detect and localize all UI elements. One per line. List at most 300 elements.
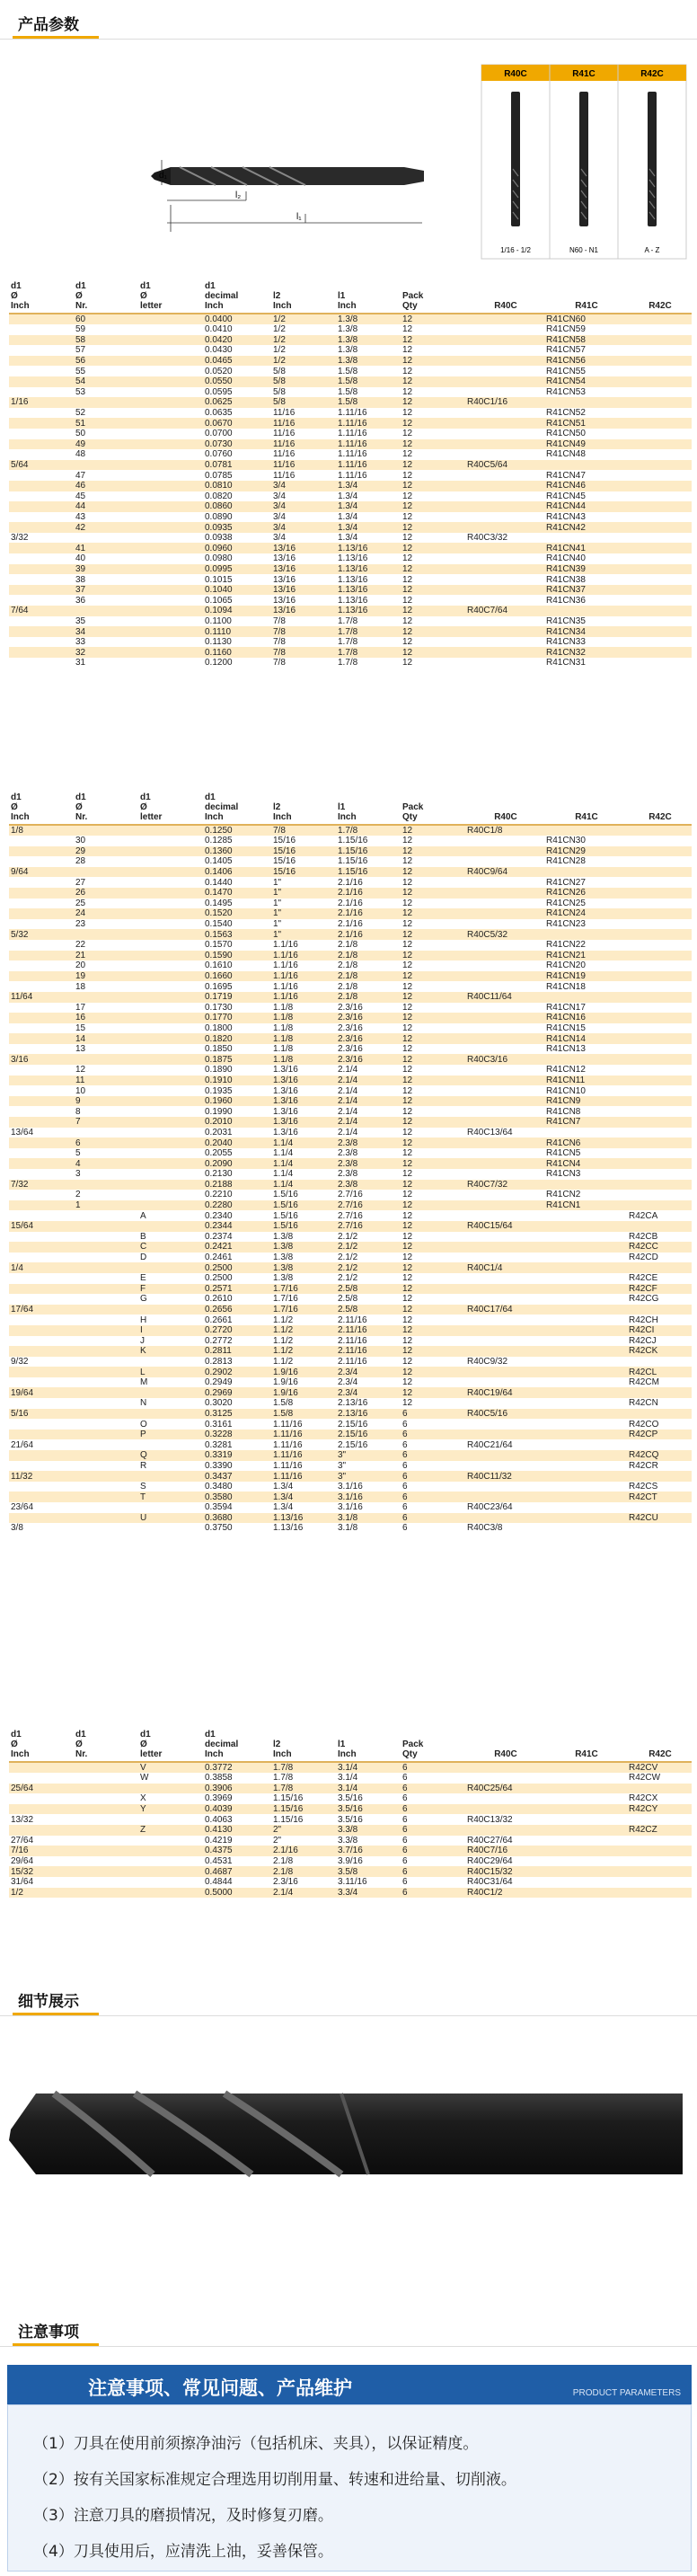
cell-d1-decimal: 0.2813 — [203, 1357, 271, 1368]
cell-d1-nr: 13 — [74, 1044, 138, 1055]
cell-d1-inch: 9/32 — [9, 1357, 74, 1368]
cell-r42c — [627, 836, 692, 846]
spec-table-2 — [9, 783, 692, 1534]
cell-r42c — [627, 1814, 692, 1825]
cell-d1-decimal: 0.5000 — [203, 1888, 271, 1899]
table-row — [9, 1096, 692, 1107]
cell-l1: 2.13/16 — [336, 1409, 401, 1420]
cell-d1-inch: 15/64 — [9, 1221, 74, 1232]
cell-d1-letter — [138, 1169, 203, 1180]
cell-d1-letter — [138, 408, 203, 419]
cell-r42c — [627, 408, 692, 419]
cell-d1-nr: 30 — [74, 836, 138, 846]
cell-l1: 2.3/8 — [336, 1169, 401, 1180]
cell-d1-nr: 46 — [74, 481, 138, 491]
cell-l2: 1.1/16 — [271, 981, 336, 992]
cell-l1: 1.11/16 — [336, 460, 401, 471]
table-row — [9, 501, 692, 512]
cell-d1-decimal: 0.1470 — [203, 888, 271, 899]
cell-pack-qty: 12 — [401, 491, 465, 502]
cell-l2: 1" — [271, 899, 336, 909]
table-row — [9, 1866, 692, 1877]
cell-d1-nr — [74, 1461, 138, 1472]
cell-r40c: R40C23/64 — [465, 1502, 544, 1513]
cell-pack-qty: 12 — [401, 1367, 465, 1377]
cell-r42c — [627, 543, 692, 553]
cell-d1-decimal: 0.1405 — [203, 856, 271, 867]
cell-r41c — [544, 929, 627, 940]
cell-pack-qty: 12 — [401, 846, 465, 857]
cell-d1-letter — [138, 314, 203, 324]
cell-d1-nr: 14 — [74, 1033, 138, 1044]
cell-r42c — [627, 366, 692, 376]
table-row — [9, 1836, 692, 1846]
cell-r41c: R41CN41 — [544, 543, 627, 553]
cell-d1-letter — [138, 574, 203, 585]
cell-r41c: R41CN45 — [544, 491, 627, 502]
cell-l1: 1.3/8 — [336, 356, 401, 367]
cell-d1-decimal: 0.1570 — [203, 940, 271, 951]
cell-d1-inch: 15/32 — [9, 1866, 74, 1877]
table-row — [9, 1232, 692, 1243]
cell-d1-decimal: 0.1800 — [203, 1023, 271, 1034]
section-header-notes — [0, 2307, 697, 2347]
cell-l1: 3.3/8 — [336, 1836, 401, 1846]
cell-r42c — [627, 1054, 692, 1065]
cell-r40c — [465, 553, 544, 564]
cell-l2: 13/16 — [271, 606, 336, 616]
table-row — [9, 574, 692, 585]
table-row — [9, 1013, 692, 1023]
cell-r42c — [627, 1003, 692, 1014]
cell-r40c — [465, 1367, 544, 1377]
cell-pack-qty: 12 — [401, 418, 465, 429]
cell-l1: 1.7/8 — [336, 616, 401, 627]
cell-l2: 1.3/16 — [271, 1117, 336, 1128]
cell-pack-qty: 12 — [401, 919, 465, 930]
cell-r42c: R42CZ — [627, 1825, 692, 1836]
cell-d1-decimal: 0.0860 — [203, 501, 271, 512]
col-header-decimal: d1 decimal Inch — [203, 272, 271, 314]
cell-r40c — [465, 356, 544, 367]
cell-d1-letter — [138, 356, 203, 367]
cell-d1-decimal: 0.3281 — [203, 1439, 271, 1450]
cell-d1-letter — [138, 856, 203, 867]
cell-r42c — [627, 345, 692, 356]
cell-r41c: R41CN3 — [544, 1169, 627, 1180]
table-row — [9, 1409, 692, 1420]
cell-d1-nr — [74, 1128, 138, 1138]
cell-r41c: R41CN4 — [544, 1158, 627, 1169]
cell-pack-qty: 12 — [401, 1284, 465, 1295]
cell-d1-decimal: 0.1360 — [203, 846, 271, 857]
cell-d1-inch — [9, 1825, 74, 1836]
cell-d1-inch — [9, 387, 74, 398]
cell-l2: 1.1/4 — [271, 1180, 336, 1191]
cell-d1-nr — [74, 1439, 138, 1450]
cell-pack-qty: 12 — [401, 314, 465, 324]
cell-d1-letter — [138, 449, 203, 460]
cell-r42c — [627, 387, 692, 398]
cell-r42c — [627, 919, 692, 930]
cell-l1: 1.5/8 — [336, 387, 401, 398]
cell-r41c — [544, 1836, 627, 1846]
cell-l1: 1.13/16 — [336, 574, 401, 585]
cell-r41c: R41CN1 — [544, 1200, 627, 1211]
section-underline — [13, 2343, 99, 2346]
cell-d1-decimal: 0.1160 — [203, 647, 271, 658]
cell-l1: 1.3/8 — [336, 345, 401, 356]
cell-d1-decimal: 0.4039 — [203, 1804, 271, 1815]
cell-d1-letter — [138, 1180, 203, 1191]
cell-d1-inch: 3/8 — [9, 1523, 74, 1534]
table-row — [9, 1180, 692, 1191]
cell-r40c — [465, 1492, 544, 1502]
cell-r40c — [465, 637, 544, 648]
cell-pack-qty: 12 — [401, 553, 465, 564]
cell-pack-qty: 6 — [401, 1762, 465, 1773]
cell-pack-qty: 12 — [401, 1076, 465, 1086]
cell-r41c: R41CN12 — [544, 1065, 627, 1076]
cell-d1-letter: J — [138, 1336, 203, 1347]
cell-r42c — [627, 1866, 692, 1877]
table-row — [9, 1023, 692, 1034]
cell-l2: 1.11/16 — [271, 1471, 336, 1482]
cell-r42c — [627, 1106, 692, 1117]
cell-d1-letter — [138, 335, 203, 346]
cell-d1-nr — [74, 1284, 138, 1295]
cell-l2: 1.3/4 — [271, 1482, 336, 1492]
cell-l1: 3.5/16 — [336, 1814, 401, 1825]
cell-r42c — [627, 1523, 692, 1534]
table-row — [9, 1273, 692, 1284]
col-header-d1-letter: d1 Ø letter — [138, 272, 203, 314]
cell-pack-qty: 12 — [401, 335, 465, 346]
cell-l1: 1.5/8 — [336, 376, 401, 387]
cell-r40c — [465, 1085, 544, 1096]
col-header-l2: l2 Inch — [271, 783, 336, 825]
table-row — [9, 1085, 692, 1096]
cell-d1-nr — [74, 1387, 138, 1398]
cell-pack-qty: 12 — [401, 1054, 465, 1065]
cell-l2: 1.3/16 — [271, 1128, 336, 1138]
table-row — [9, 314, 692, 324]
cell-l2: 1" — [271, 877, 336, 888]
cell-d1-letter — [138, 908, 203, 919]
cell-r40c — [465, 877, 544, 888]
cell-r42c: R42CV — [627, 1762, 692, 1773]
drill-diagram — [0, 61, 697, 272]
cell-d1-nr: 9 — [74, 1096, 138, 1107]
cell-d1-inch — [9, 522, 74, 533]
cell-d1-letter — [138, 929, 203, 940]
table-row — [9, 1814, 692, 1825]
cell-pack-qty: 12 — [401, 1346, 465, 1357]
cell-pack-qty: 12 — [401, 1315, 465, 1325]
cell-d1-letter — [138, 470, 203, 481]
cell-d1-nr — [74, 1773, 138, 1784]
cell-d1-inch: 5/32 — [9, 929, 74, 940]
cell-l1: 1.5/8 — [336, 397, 401, 408]
cell-d1-letter — [138, 919, 203, 930]
cell-r41c: R41CN28 — [544, 856, 627, 867]
cell-l1: 2.1/8 — [336, 960, 401, 971]
cell-r42c: R42CM — [627, 1377, 692, 1388]
cell-r40c — [465, 1148, 544, 1159]
cell-l2: 11/16 — [271, 408, 336, 419]
table-row — [9, 616, 692, 627]
table-row — [9, 951, 692, 961]
cell-l1: 2.15/16 — [336, 1430, 401, 1440]
note-item-2: （2）按有关国家标准规定合理选用切削用量、转速和进给量、切削液。 — [33, 2471, 516, 2489]
cell-pack-qty: 6 — [401, 1888, 465, 1899]
cell-pack-qty: 6 — [401, 1523, 465, 1534]
cell-d1-decimal: 0.2902 — [203, 1367, 271, 1377]
cell-r40c: R40C27/64 — [465, 1836, 544, 1846]
table-row — [9, 971, 692, 982]
cell-r40c — [465, 647, 544, 658]
cell-pack-qty: 12 — [401, 1221, 465, 1232]
cell-r40c — [465, 1065, 544, 1076]
table-row — [9, 1003, 692, 1014]
cell-pack-qty: 12 — [401, 1190, 465, 1200]
cell-r42c — [627, 449, 692, 460]
cell-l1: 2.1/4 — [336, 1065, 401, 1076]
cell-l2: 1.1/4 — [271, 1169, 336, 1180]
cell-d1-nr — [74, 1336, 138, 1347]
cell-d1-decimal: 0.1094 — [203, 606, 271, 616]
cell-d1-letter — [138, 1888, 203, 1899]
cell-l1: 2.1/16 — [336, 877, 401, 888]
table-row — [9, 1033, 692, 1044]
cell-d1-letter — [138, 1117, 203, 1128]
cell-l1: 3.7/16 — [336, 1846, 401, 1856]
cell-r42c — [627, 1836, 692, 1846]
cell-d1-nr — [74, 606, 138, 616]
cell-r42c — [627, 1439, 692, 1450]
cell-pack-qty: 6 — [401, 1439, 465, 1450]
cell-r40c — [465, 470, 544, 481]
cell-r40c — [465, 1825, 544, 1836]
cell-d1-nr: 19 — [74, 971, 138, 982]
table-row — [9, 345, 692, 356]
cell-r41c — [544, 1502, 627, 1513]
cell-l1: 2.1/4 — [336, 1076, 401, 1086]
cell-d1-inch — [9, 1513, 74, 1524]
cell-d1-letter — [138, 397, 203, 408]
cell-d1-inch — [9, 324, 74, 335]
cell-l1: 1.3/4 — [336, 491, 401, 502]
cell-r40c — [465, 1169, 544, 1180]
cell-l2: 11/16 — [271, 439, 336, 450]
cell-r42c: R42CS — [627, 1482, 692, 1492]
cell-d1-decimal: 0.1590 — [203, 951, 271, 961]
cell-d1-inch — [9, 543, 74, 553]
cell-r41c — [544, 1180, 627, 1191]
cell-l1: 3.1/16 — [336, 1492, 401, 1502]
cell-d1-nr — [74, 1523, 138, 1534]
cell-d1-inch: 9/64 — [9, 867, 74, 878]
cell-d1-nr: 24 — [74, 908, 138, 919]
table-row — [9, 1262, 692, 1273]
cell-d1-letter — [138, 512, 203, 523]
cell-l2: 1.1/2 — [271, 1346, 336, 1357]
cell-r41c: R41CN58 — [544, 335, 627, 346]
cell-d1-nr — [74, 1210, 138, 1221]
cell-pack-qty: 12 — [401, 867, 465, 878]
cell-d1-inch: 7/16 — [9, 1846, 74, 1856]
cell-r40c — [465, 1450, 544, 1461]
cell-r40c — [465, 1106, 544, 1117]
cell-r42c — [627, 1117, 692, 1128]
table-row — [9, 1398, 692, 1409]
cell-d1-nr — [74, 533, 138, 544]
cell-d1-letter — [138, 647, 203, 658]
cell-d1-letter — [138, 888, 203, 899]
cell-l1: 2.7/16 — [336, 1200, 401, 1211]
cell-r40c — [465, 449, 544, 460]
col-header-r41c: R41C — [544, 783, 627, 825]
cell-d1-inch — [9, 1315, 74, 1325]
cell-d1-decimal: 0.1719 — [203, 992, 271, 1003]
cell-l1: 2.13/16 — [336, 1398, 401, 1409]
cell-r42c — [627, 1877, 692, 1888]
cell-r41c — [544, 606, 627, 616]
col-r42-range: A - Z — [644, 246, 660, 254]
cell-d1-nr — [74, 1054, 138, 1065]
cell-r42c: R42CJ — [627, 1336, 692, 1347]
cell-d1-nr — [74, 1367, 138, 1377]
cell-r41c — [544, 1866, 627, 1877]
table-row — [9, 1784, 692, 1794]
cell-d1-decimal: 0.0420 — [203, 335, 271, 346]
cell-r42c — [627, 324, 692, 335]
cell-r40c — [465, 1419, 544, 1430]
cell-l2: 1.3/4 — [271, 1502, 336, 1513]
cell-d1-letter — [138, 825, 203, 836]
cell-r42c — [627, 335, 692, 346]
cell-l2: 3/4 — [271, 491, 336, 502]
table-row — [9, 376, 692, 387]
cell-l2: 1/2 — [271, 335, 336, 346]
cell-r41c — [544, 1232, 627, 1243]
cell-l2: 1.1/16 — [271, 992, 336, 1003]
cell-d1-nr: 35 — [74, 616, 138, 627]
cell-l2: 1.1/16 — [271, 951, 336, 961]
table-row — [9, 637, 692, 648]
cell-d1-decimal: 0.2500 — [203, 1273, 271, 1284]
cell-l2: 15/16 — [271, 836, 336, 846]
cell-d1-letter — [138, 1013, 203, 1023]
cell-r40c — [465, 1023, 544, 1034]
cell-pack-qty: 6 — [401, 1825, 465, 1836]
cell-d1-decimal: 0.0890 — [203, 512, 271, 523]
cell-d1-inch — [9, 919, 74, 930]
cell-pack-qty: 12 — [401, 1294, 465, 1305]
cell-pack-qty: 12 — [401, 929, 465, 940]
cell-d1-decimal: 0.1200 — [203, 658, 271, 668]
cell-pack-qty: 12 — [401, 1128, 465, 1138]
cell-l1: 1.13/16 — [336, 595, 401, 606]
cell-r41c: R41CN39 — [544, 564, 627, 575]
cell-d1-letter — [138, 1262, 203, 1273]
col-header-l2: l2 Inch — [271, 272, 336, 314]
cell-r42c — [627, 856, 692, 867]
cell-r42c — [627, 846, 692, 857]
cell-l2: 1.7/16 — [271, 1305, 336, 1315]
cell-d1-nr — [74, 1305, 138, 1315]
cell-r42c — [627, 1096, 692, 1107]
cell-d1-inch: 5/64 — [9, 460, 74, 471]
cell-d1-letter — [138, 1065, 203, 1076]
cell-l1: 1.7/8 — [336, 658, 401, 668]
col-header-decimal: d1 decimal Inch — [203, 1721, 271, 1762]
cell-r42c — [627, 418, 692, 429]
cell-l1: 2.3/16 — [336, 1013, 401, 1023]
cell-d1-letter — [138, 1856, 203, 1867]
cell-r40c — [465, 345, 544, 356]
cell-r41c — [544, 1492, 627, 1502]
table-row — [9, 940, 692, 951]
cell-d1-letter — [138, 1221, 203, 1232]
cell-r41c: R41CN20 — [544, 960, 627, 971]
col-header-l1: l1 Inch — [336, 1721, 401, 1762]
cell-l1: 2.3/16 — [336, 1044, 401, 1055]
cell-pack-qty: 6 — [401, 1804, 465, 1815]
cell-d1-nr: 6 — [74, 1138, 138, 1148]
cell-l1: 1.7/8 — [336, 637, 401, 648]
table-row — [9, 595, 692, 606]
cell-l1: 1.7/8 — [336, 626, 401, 637]
cell-l2: 1.1/2 — [271, 1315, 336, 1325]
cell-l2: 1.5/16 — [271, 1200, 336, 1211]
cell-d1-letter — [138, 846, 203, 857]
cell-d1-nr: 56 — [74, 356, 138, 367]
cell-r41c — [544, 1419, 627, 1430]
cell-pack-qty: 6 — [401, 1866, 465, 1877]
cell-r40c — [465, 1117, 544, 1128]
section-title: 细节展示 — [18, 1993, 79, 2011]
col-header-r42c: R42C — [627, 783, 692, 825]
cell-d1-letter — [138, 1439, 203, 1450]
cell-l2: 1/2 — [271, 314, 336, 324]
cell-r42c — [627, 1471, 692, 1482]
cell-r42c — [627, 574, 692, 585]
cell-d1-nr: 58 — [74, 335, 138, 346]
cell-d1-letter — [138, 951, 203, 961]
cell-r42c — [627, 637, 692, 648]
table-row — [9, 1439, 692, 1450]
cell-r41c: R41CN26 — [544, 888, 627, 899]
cell-d1-decimal: 0.1610 — [203, 960, 271, 971]
cell-pack-qty: 6 — [401, 1450, 465, 1461]
cell-d1-letter — [138, 658, 203, 668]
cell-d1-nr — [74, 1294, 138, 1305]
cell-r41c — [544, 1054, 627, 1065]
cell-d1-inch: 11/64 — [9, 992, 74, 1003]
cell-r41c — [544, 1336, 627, 1347]
cell-r42c: R42CE — [627, 1273, 692, 1284]
notes-banner-subtitle: PRODUCT PARAMETERS — [572, 2388, 681, 2398]
cell-l1: 3" — [336, 1471, 401, 1482]
cell-l2: 13/16 — [271, 543, 336, 553]
cell-d1-letter — [138, 1148, 203, 1159]
cell-d1-decimal: 0.4375 — [203, 1846, 271, 1856]
table-row — [9, 1387, 692, 1398]
cell-d1-nr — [74, 1502, 138, 1513]
cell-l1: 2.1/2 — [336, 1262, 401, 1273]
cell-d1-letter — [138, 387, 203, 398]
